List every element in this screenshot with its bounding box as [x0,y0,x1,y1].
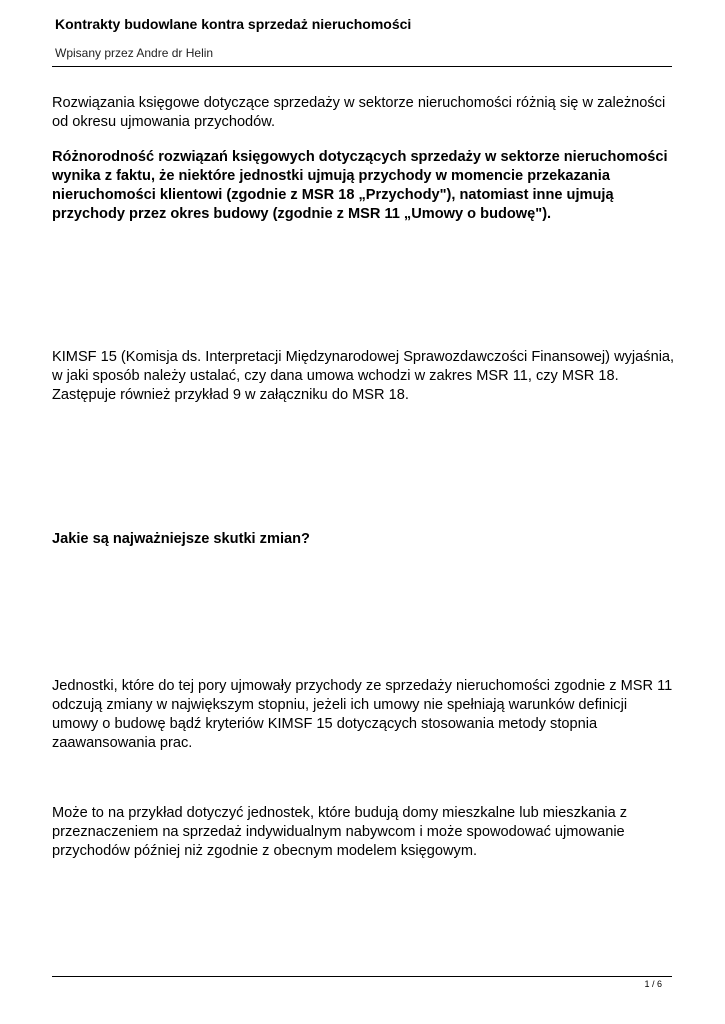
paragraph-kimsf: KIMSF 15 (Komisja ds. Interpretacji Międzynarodowej Sprawozdawczości Finansowej) wyjaśnia, w jaki sposób należy ustalać, czy dana umowa wchodzi w zakres MSR 11, czy MSR 18. Zastępuje również przykład 9 w załączniku do MSR 18. [52,349,675,403]
paragraph-intro: Rozwiązania księgowe dotyczące sprzedaży w sektorze nieruchomości różnią się w zależności od okresu ujmowania przychodów. [52,95,666,130]
page-title: Kontrakty budowlane kontra sprzedaż nieruchomości [55,16,412,32]
paragraph-effects: Jednostki, które do tej pory ujmowały przychody ze sprzedaży nieruchomości zgodnie z MSR 11 odczują zmiany w największym stopniu, jeżeli ich umowy nie spełniają warunków definicji umowy o budowę bądź kryteriów KIMSF 15 dotyczących stosowania metody stopnia zaawansowania prac. [52,678,673,751]
section-heading: Jakie są najważniejsze skutki zmian? [52,531,310,547]
footer-divider [52,976,672,977]
author-byline: Wpisany przez Andre dr Helin [55,46,214,60]
paragraph-example: Może to na przykład dotyczyć jednostek, które budują domy mieszkalne lub mieszkania z przeznaczeniem na sprzedaż indywidualnym nabywcom i może spowodować ujmowanie przychodów później niż zgodnie z obecnym modelem księgowym. [52,805,628,859]
page-number: 1 / 6 [644,979,662,989]
header-divider [52,66,672,67]
paragraph-lead-bold: Różnorodność rozwiązań księgowych dotyczących sprzedaży w sektorze nieruchomości wynika z faktu, że niektóre jednostki ujmują przychody w momencie przekazania nieruchomości klientowi (zgodnie z MSR 18 „Przychody"), natomiast inne ujmują przychody przez okres budowy (zgodnie z MSR 11 „Umowy o budowę"). [52,149,668,222]
